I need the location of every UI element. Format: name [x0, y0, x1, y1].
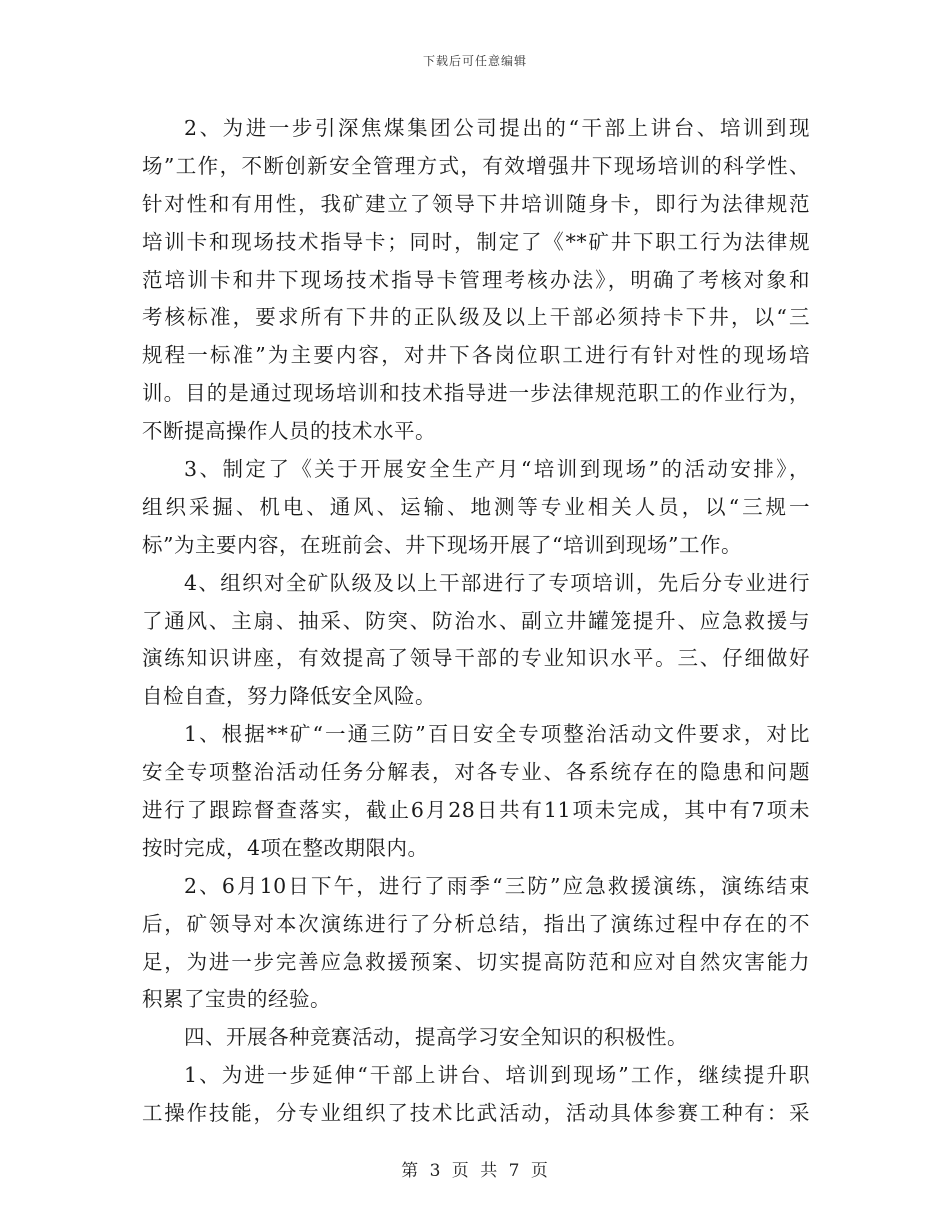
text-line: 考核标准，要求所有下井的正队级及以上干部必须持卡下井，以“三: [142, 305, 810, 330]
text-line: 2、6月10日下午，进行了雨季“三防”应急救援演练，演练结束: [184, 873, 810, 898]
text-line: 按时完成，4项在整改期限内。: [142, 835, 429, 860]
text-line: 标”为主要内容，在班前会、井下现场开展了“培训到现场”工作。: [142, 532, 742, 557]
text-line: 后，矿领导对本次演练进行了分析总结，指出了演练过程中存在的不: [142, 911, 810, 936]
text-line: 安全专项整治活动任务分解表，对各专业、各系统存在的隐患和问题: [142, 760, 810, 785]
text-line: 了通风、主扇、抽采、防突、防治水、副立井罐笼提升、应急救援与: [142, 608, 810, 633]
section-heading: 四、开展各种竞赛活动，提高学习安全知识的积极性。: [184, 1025, 688, 1050]
text-line: 组织采掘、机电、通风、运输、地测等专业相关人员，以“三规一: [142, 494, 810, 519]
text-line: 1、根据**矿“一通三防”百日安全专项整治活动文件要求，对比: [184, 722, 810, 747]
text-line: 工操作技能，分专业组织了技术比武活动，活动具体参赛工种有：采: [142, 1101, 810, 1126]
text-line: 自检自查，努力降低安全风险。: [142, 684, 436, 709]
text-line: 4、组织对全矿队级及以上干部进行了专项培训，先后分专业进行: [184, 570, 810, 595]
text-line: 积累了宝贵的经验。: [142, 987, 331, 1012]
text-line: 演练知识讲座，有效提高了领导干部的专业知识水平。三、仔细做好: [142, 646, 810, 671]
document-body: [142, 110, 810, 1133]
text-line: 1、为进一步延伸“干部上讲台、培训到现场”工作，继续提升职: [184, 1063, 810, 1088]
text-line: 足，为进一步完善应急救援预案、切实提高防范和应对自然灾害能力: [142, 949, 810, 974]
text-line: 3、制定了《关于开展安全生产月“培训到现场”的活动安排》，: [184, 457, 810, 482]
text-line: 规程一标准”为主要内容，对井下各岗位职工进行有针对性的现场培: [142, 343, 810, 368]
text-line: 范培训卡和井下现场技术指导卡管理考核办法》，明确了考核对象和: [142, 267, 810, 292]
text-line: 针对性和有用性，我矿建立了领导下井培训随身卡，即行为法律规范: [142, 191, 810, 216]
page-header: 下载后可任意编辑: [422, 54, 527, 68]
text-line: 培训卡和现场技术指导卡；同时，制定了《**矿井下职工行为法律规: [142, 229, 810, 254]
text-line: 训。目的是通过现场培训和技术指导进一步法律规范职工的作业行为，: [142, 381, 810, 406]
text-line: 进行了跟踪督查落实，截止6月28日共有11项未完成，其中有7项未: [142, 798, 810, 823]
text-line: 场”工作，不断创新安全管理方式，有效增强井下现场培训的科学性、: [142, 153, 810, 178]
text-line: 2、为进一步引深焦煤集团公司提出的“干部上讲台、培训到现: [184, 116, 810, 140]
text-line: 不断提高操作人员的技术水平。: [142, 419, 436, 444]
page-number: 第 3 页 共 7 页: [401, 1161, 549, 1181]
